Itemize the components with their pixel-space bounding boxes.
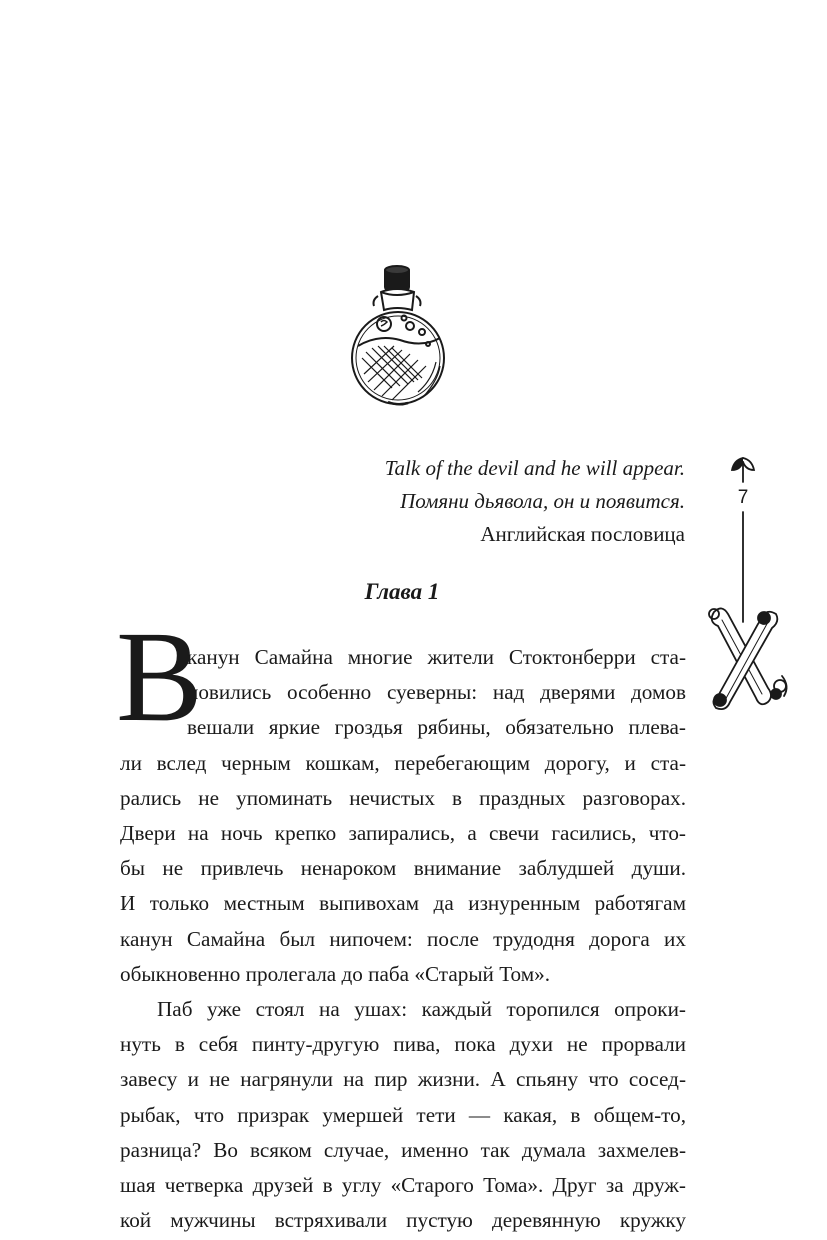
page-number: 7: [734, 487, 752, 509]
crossed-bones-margin-decoration: [704, 450, 804, 740]
epigraph: [245, 452, 685, 551]
text-line: рались не упоминать нечистых в праздных разговорах.: [120, 785, 686, 810]
text-line: кой мужчины встряхивали пустую деревянную кружку: [120, 1208, 686, 1233]
text-line: новились особенно суеверны: над дверями домов: [187, 680, 686, 705]
text-line: шая четверка друзей в углу «Старого Тома». Друг за друж-: [120, 1173, 686, 1198]
text-line: канун Самайна многие жители Стоктонберри ста-: [187, 645, 686, 669]
text-line: вешали яркие гроздья рябины, обязательно плева-: [187, 715, 686, 740]
text-line: Двери на ночь крепко запирались, а свечи гасились, что-: [120, 821, 686, 846]
epigraph-source: Английская пословица: [480, 522, 685, 546]
drop-cap: В: [116, 605, 203, 749]
text-line: обыкновенно пролегала до паба «Старый Том».: [120, 961, 551, 986]
chapter-title: Глава 1: [364, 579, 440, 604]
epigraph-russian: Помяни дьявола, он и появится.: [400, 489, 685, 513]
potion-bottle-illustration: [348, 262, 452, 412]
epigraph-english: Talk of the devil and he will appear.: [384, 456, 685, 480]
text-line: ли вслед черным кошкам, перебегающим дорогу, и ста-: [120, 750, 686, 775]
text-line: нуть в себя пинту-другую пива, пока духи не прорвали: [120, 1032, 686, 1057]
text-line: И только местным выпивохам да изнуренным работягам: [120, 891, 686, 916]
text-line: бы не привлечь ненароком внимание заблудшей души.: [120, 856, 686, 881]
text-line: завесу и не нагрянули на пир жизни. А спьяну что сосед-: [120, 1067, 686, 1092]
body-text: [120, 640, 686, 1238]
text-line: канун Самайна был нипочем: после трудодня дорога их: [120, 926, 686, 951]
text-line: Паб уже стоял на ушах: каждый торопился опроки-: [157, 997, 686, 1022]
text-line: рыбак, что призрак умершей тети — какая, в общем-то,: [120, 1102, 686, 1127]
text-line: разница? Во всяком случае, именно так думала захмелев-: [120, 1137, 686, 1162]
